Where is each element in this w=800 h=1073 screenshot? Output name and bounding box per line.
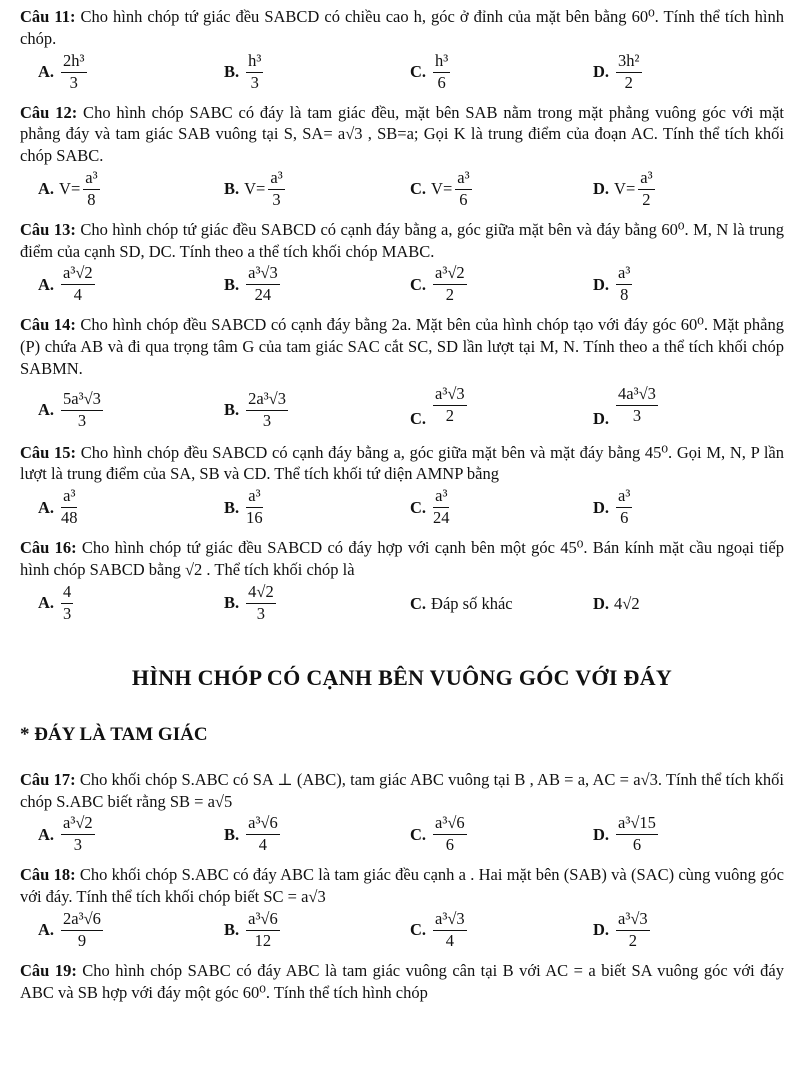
option-label: A. [38, 824, 55, 844]
option-label: C. [410, 593, 427, 613]
denominator: 3 [632, 406, 642, 426]
denominator: 48 [61, 508, 78, 528]
denominator: 2 [624, 72, 633, 92]
denominator: 3 [256, 603, 266, 623]
fraction [616, 264, 632, 305]
question-label: Câu 19: [20, 960, 77, 980]
fraction [61, 390, 103, 431]
question-14 [20, 314, 784, 379]
options-13 [20, 264, 784, 310]
denominator: 6 [437, 72, 446, 92]
question-text: Cho hình chóp tứ giác đều SABCD có cạnh đáy bằng a, góc giữa mặt bên và đáy bằng 60⁰. M, N là trung điểm của cạnh SD, DC. Tính theo a thể tích khối chóp MABC. [20, 219, 784, 261]
denominator: 6 [620, 508, 629, 528]
option-label: A. [38, 593, 55, 613]
fraction [246, 487, 263, 528]
option-b [224, 910, 282, 951]
options-16 [20, 583, 784, 629]
option-label: B. [224, 179, 240, 199]
denominator: 2 [642, 189, 651, 209]
denominator: 6 [632, 835, 642, 855]
question-label: Câu 15: [20, 442, 77, 462]
option-label: D. [593, 179, 610, 199]
question-label: Câu 13: [20, 219, 76, 239]
option-label: A. [38, 497, 55, 517]
numerator: a³ [61, 487, 77, 508]
option-label: C. [410, 274, 427, 294]
numerator: a³√2 [61, 264, 95, 285]
numerator: 4a³√3 [616, 385, 658, 406]
question-label: Câu 18: [20, 865, 76, 885]
question-label: Câu 11: [20, 7, 76, 26]
fraction [433, 52, 450, 93]
option-label: C. [410, 920, 427, 940]
question-15 [20, 442, 784, 486]
numerator: 2a³√3 [246, 390, 288, 411]
denominator: 4 [258, 835, 268, 855]
fraction [246, 910, 280, 951]
option-label: B. [224, 62, 240, 82]
question-text: Cho hình chóp tứ giác đều SABCD có chiều cao h, góc ở đỉnh của mặt bên bằng 60⁰. Tính thể tích hình chóp. [20, 7, 784, 48]
option-text: Đáp số khác [431, 593, 513, 613]
option-a [38, 264, 97, 305]
question-label: Câu 16: [20, 538, 77, 558]
option-a [38, 487, 80, 528]
option-label: A. [38, 62, 55, 82]
fraction [61, 264, 95, 305]
denominator: 3 [272, 189, 281, 209]
denominator: 4 [445, 930, 454, 950]
worksheet-page [20, 6, 784, 1003]
option-b [224, 814, 282, 855]
section-subheading: * ĐÁY LÀ TAM GIÁC [20, 723, 208, 745]
numerator: a³√6 [433, 814, 467, 835]
question-text: Cho hình chóp tứ giác đều SABCD có đáy hợp với cạnh bên một góc 45⁰. Bán kính mặt cầu ngoại tiếp hình chóp SABCD bằng √2 . Thể tích khối chóp là [20, 538, 784, 579]
option-label: B. [224, 400, 240, 420]
denominator: 3 [63, 603, 72, 623]
question-text: Cho hình chóp SABC có đáy ABC là tam giác vuông cân tại B với AC = a biết SA vuông góc với đáy ABC và SB hợp với đáy một góc 60⁰. Tính thể tích hình chóp [20, 960, 784, 1002]
denominator: 24 [433, 508, 450, 528]
question-text: Cho hình chóp SABC có đáy là tam giác đều, mặt bên SAB nằm trong mặt phẳng vuông góc với mặt phẳng đáy và tam giác SAB vuông tại S, SA= a√3 , SB=a; Gọi K là trung điểm của đoạn AC. Tính thể tích khối chóp SABC. [20, 102, 784, 166]
option-label: C. [410, 497, 427, 517]
denominator: 2 [628, 930, 637, 950]
option-d [593, 910, 652, 951]
numerator: a³ [638, 169, 654, 190]
option-c [410, 169, 474, 210]
denominator: 9 [77, 930, 87, 950]
question-12 [20, 102, 784, 167]
option-label: D. [593, 62, 610, 82]
option-label: D. [593, 824, 610, 844]
numerator: h³ [433, 52, 450, 73]
option-label: A. [38, 274, 55, 294]
question-11 [20, 6, 784, 50]
numerator: 3h² [616, 52, 641, 73]
numerator: h³ [246, 52, 263, 73]
fraction [246, 264, 280, 305]
fraction [433, 910, 467, 951]
option-a [38, 814, 97, 855]
numerator: 2a³√6 [61, 910, 103, 931]
fraction [268, 169, 284, 210]
denominator: 2 [445, 406, 454, 426]
numerator: a³√3 [246, 264, 280, 285]
question-text: Cho hình chóp đều SABCD có cạnh đáy bằng a, góc giữa mặt bên và mặt đáy bằng 45⁰. Gọi M, N, P lần lượt là trung điểm của SA, SB và CD. Thể tích khối tứ diện AMNP bằng [20, 442, 784, 484]
option-label: A. [38, 920, 55, 940]
question-13 [20, 219, 784, 263]
option-d [593, 487, 634, 528]
fraction [455, 169, 471, 210]
numerator: a³ [246, 487, 262, 508]
fraction [61, 583, 73, 624]
question-16 [20, 537, 784, 581]
denominator: 3 [250, 72, 259, 92]
option-label: C. [410, 179, 427, 199]
numerator: a³√3 [433, 385, 467, 406]
option-b [224, 583, 278, 624]
denominator: 3 [69, 72, 78, 92]
numerator: a³√6 [246, 814, 280, 835]
option-label: C. [410, 824, 427, 844]
denominator: 2 [445, 285, 454, 305]
numerator: a³√3 [616, 910, 650, 931]
prefix: V= [431, 179, 453, 199]
denominator: 3 [262, 410, 272, 430]
numerator: a³√15 [616, 814, 658, 835]
option-a [38, 169, 102, 210]
option-d [593, 814, 660, 855]
option-c [410, 487, 452, 528]
prefix: V= [244, 179, 266, 199]
option-d [593, 169, 657, 210]
numerator: a³√2 [433, 264, 467, 285]
option-c [410, 264, 469, 305]
options-11 [20, 52, 784, 98]
denominator: 6 [445, 835, 454, 855]
option-a [38, 910, 105, 951]
denominator: 16 [246, 508, 263, 528]
question-label: Câu 14: [20, 315, 76, 335]
option-label: B. [224, 593, 240, 613]
options-18 [20, 910, 784, 956]
fraction [61, 910, 103, 951]
fraction [616, 910, 650, 951]
fraction [61, 52, 86, 93]
option-label: A. [38, 179, 55, 199]
fraction [433, 264, 467, 305]
option-label: B. [224, 497, 240, 517]
option-b [224, 487, 265, 528]
options-14 [20, 382, 784, 438]
option-label: B. [224, 274, 240, 294]
prefix: V= [614, 179, 636, 199]
numerator: a³√2 [61, 814, 95, 835]
option-label: B. [224, 920, 240, 940]
option-label: D. [593, 497, 610, 517]
option-c [410, 910, 469, 951]
option-text: 4√2 [614, 593, 640, 613]
denominator: 12 [254, 930, 272, 950]
numerator: a³ [433, 487, 449, 508]
fraction [246, 814, 280, 855]
question-text: Cho khối chóp S.ABC có SA ⊥ (ABC), tam giác ABC vuông tại B , AB = a, AC = a√3. Tính thể tích khối chóp S.ABC biết rằng SB = a√5 [20, 769, 784, 811]
option-d [593, 382, 660, 430]
prefix: V= [59, 179, 81, 199]
section-heading: HÌNH CHÓP CÓ CẠNH BÊN VUÔNG GÓC VỚI ĐÁY [131, 664, 673, 690]
denominator: 3 [73, 835, 82, 855]
option-label: D. [593, 408, 610, 428]
numerator: a³√6 [246, 910, 280, 931]
numerator: 4√2 [246, 583, 276, 604]
denominator: 8 [620, 285, 629, 305]
option-b [224, 169, 287, 210]
question-text: Cho hình chóp đều SABCD có cạnh đáy bằng 2a. Mặt bên của hình chóp tạo với đáy góc 60⁰. Mặt phẳng (P) chứa AB và đi qua trọng tâm G của tam giác SAC cắt SC, SD lần lượt tại M, N. Tính theo a thể tích khối chóp SABMN. [20, 315, 784, 378]
options-12 [20, 169, 784, 215]
option-a [38, 390, 105, 431]
question-19 [20, 960, 784, 1004]
numerator: a³ [83, 169, 99, 190]
fraction [246, 390, 288, 431]
fraction [638, 169, 654, 210]
option-label: C. [410, 62, 427, 82]
options-15 [20, 487, 784, 533]
question-text: Cho khối chóp S.ABC có đáy ABC là tam giác đều cạnh a . Hai mặt bên (SAB) và (SAC) cùng vuông góc với đáy. Tính thể tích khối chóp biết SC = a√3 [20, 865, 785, 907]
fraction [61, 487, 78, 528]
option-label: A. [38, 400, 55, 420]
numerator: 5a³√3 [61, 390, 103, 411]
fraction [433, 385, 467, 426]
fraction [246, 583, 276, 624]
question-18 [20, 864, 784, 908]
denominator: 8 [87, 189, 96, 209]
option-a [38, 583, 75, 624]
option-b [224, 264, 282, 305]
question-label: Câu 17: [20, 769, 76, 789]
option-label: C. [410, 408, 427, 428]
fraction [616, 487, 632, 528]
option-label: B. [224, 824, 240, 844]
option-b [224, 52, 265, 93]
denominator: 4 [73, 285, 82, 305]
fraction [433, 487, 450, 528]
option-c [410, 382, 469, 430]
numerator: a³√3 [433, 910, 467, 931]
fraction [61, 814, 95, 855]
denominator: 3 [77, 410, 87, 430]
option-c [410, 593, 513, 615]
numerator: a³ [268, 169, 284, 190]
options-17 [20, 814, 784, 860]
numerator: a³ [616, 264, 632, 285]
question-label: Câu 12: [20, 102, 78, 122]
fraction [246, 52, 263, 93]
fraction [616, 385, 658, 426]
option-c [410, 814, 469, 855]
option-label: D. [593, 920, 610, 940]
denominator: 24 [254, 285, 272, 305]
fraction [616, 52, 641, 93]
fraction [433, 814, 467, 855]
option-c [410, 52, 452, 93]
option-label: D. [593, 593, 610, 613]
numerator: 4 [61, 583, 73, 604]
fraction [83, 169, 99, 210]
option-b [224, 390, 290, 431]
denominator: 6 [459, 189, 468, 209]
fraction [616, 814, 658, 855]
numerator: a³ [616, 487, 632, 508]
numerator: a³ [455, 169, 471, 190]
option-d [593, 52, 644, 93]
option-label: D. [593, 274, 610, 294]
numerator: 2h³ [61, 52, 86, 73]
question-17 [20, 769, 784, 813]
option-d [593, 593, 640, 615]
option-a [38, 52, 89, 93]
option-d [593, 264, 634, 305]
